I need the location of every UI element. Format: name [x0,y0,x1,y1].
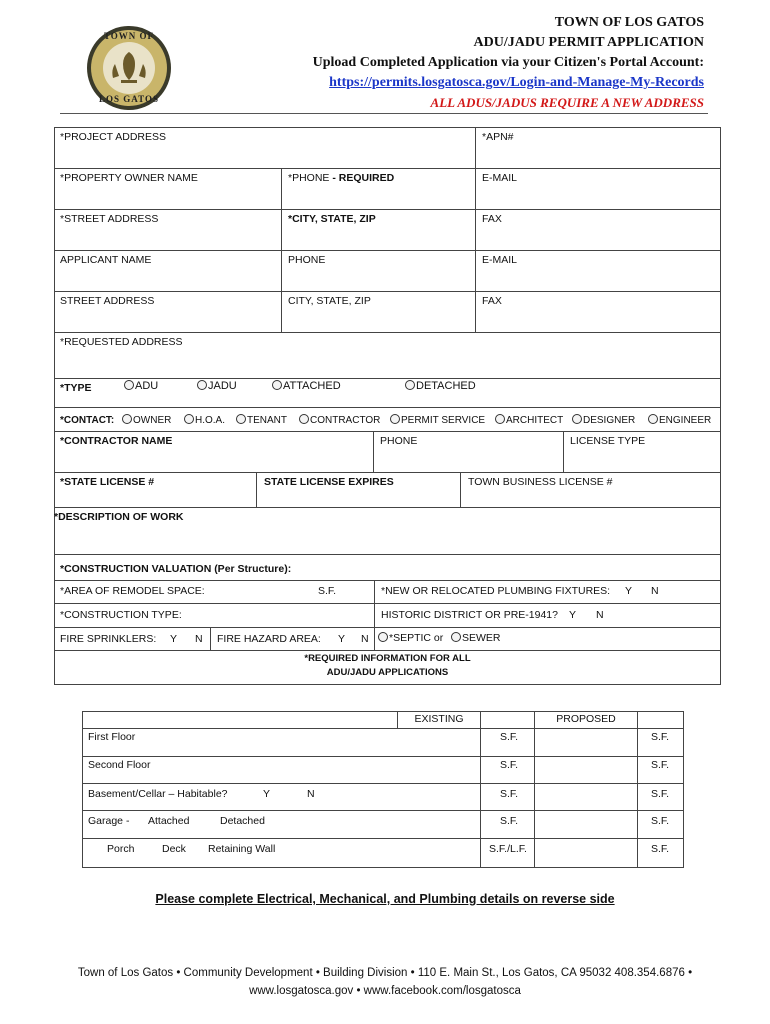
sf-unit: S.F. [500,788,519,800]
second-floor-label: Second Floor [88,759,151,771]
contact-option-architect[interactable] [495,414,563,426]
garage-label: Garage - [88,815,130,827]
proposed-header-label: PROPOSED [556,713,616,725]
radio-icon[interactable] [124,380,134,390]
description-of-work-label: *DESCRIPTION OF WORK [54,511,184,523]
state-license-expires-label: STATE LICENSE EXPIRES [264,476,394,488]
porch-label[interactable]: Porch [107,843,135,855]
plumbing-no[interactable]: N [651,585,659,597]
garage-detached[interactable]: Detached [220,815,265,827]
row-garage [82,810,481,839]
row-porch [82,838,481,868]
contact-option-label: ENGINEER [659,415,712,426]
first-floor-proposed[interactable] [534,728,638,757]
reverse-side-note: Please complete Electrical, Mechanical, and Plumbing details on reverse side [155,892,615,906]
radio-icon[interactable] [648,414,658,424]
type-option-detached[interactable] [405,380,476,392]
basement-yes[interactable]: Y [263,788,271,800]
header-gap-right [637,711,684,729]
basement-label: Basement/Cellar – Habitable? [88,788,228,800]
area-remodel-label: *AREA OF REMODEL SPACE: [60,585,205,597]
fire-hazard-no[interactable]: N [361,633,369,645]
deck-label[interactable]: Deck [162,843,186,855]
contact-option-contractor[interactable] [299,414,380,426]
header-gap [480,711,535,729]
license-type-label: LICENSE TYPE [570,435,646,447]
radio-icon[interactable] [184,414,194,424]
fire-hazard-label: FIRE HAZARD AREA: [217,633,321,645]
contact-option-designer[interactable] [572,414,635,426]
owner-city-label: *CITY, STATE, ZIP [288,213,376,225]
contact-option-label: ARCHITECT [506,415,564,426]
sf-unit: S.F. [500,815,519,827]
contact-option-label: DESIGNER [583,415,636,426]
sf-unit: S.F. [500,731,519,743]
contact-option-label: TENANT [247,415,287,426]
area-table-header-spacer [82,711,398,729]
seal-bottom-text: LOS GATOS [99,94,159,104]
town-business-license-label: TOWN BUSINESS LICENSE # [468,476,613,488]
radio-icon[interactable] [197,380,207,390]
seal-top-text: TOWN OF [103,31,155,41]
required-info-line1: *REQUIRED INFORMATION FOR ALL [304,653,471,664]
radio-icon[interactable] [495,414,505,424]
footer-contact-line: Town of Los Gatos • Community Development • Building Division • 110 E. Main St., Los Gatos, CA 95032 408.354.6876 • [77,967,693,979]
owner-street-label: *STREET ADDRESS [60,213,159,225]
fire-hazard-yes[interactable]: Y [338,633,346,645]
type-option-adu[interactable] [124,380,158,392]
retaining-wall-label[interactable]: Retaining Wall [208,843,276,855]
area-remodel-unit: S.F. [318,585,337,597]
sf-unit: S.F. [651,731,670,743]
row-first-floor [82,728,481,757]
requested-address-label: *REQUESTED ADDRESS [60,336,183,348]
historic-no[interactable]: N [596,609,604,621]
project-address-label: *PROJECT ADDRESS [60,131,166,143]
type-option-jadu[interactable] [197,380,237,392]
existing-header-label: EXISTING [414,713,464,725]
contact-option-label: H.O.A. [195,415,226,426]
sf-lf-unit: S.F./L.F. [489,843,527,855]
contractor-name-label: *CONTRACTOR NAME [60,435,173,447]
owner-fax-label: FAX [482,213,502,225]
upload-instruction: Upload Completed Application via your Citizen's Portal Account: [312,55,704,70]
garage-proposed[interactable] [534,810,638,839]
applicant-fax-label: FAX [482,295,502,307]
applicant-street-label: STREET ADDRESS [60,295,155,307]
address-requirement-note: ALL ADUS/JADUS REQUIRE A NEW ADDRESS [430,95,704,110]
contractor-phone-label: PHONE [380,435,418,447]
applicant-phone-label: PHONE [288,254,326,266]
form-title: ADU/JADU PERMIT APPLICATION [473,35,704,50]
radio-icon[interactable] [378,632,388,642]
basement-proposed[interactable] [534,783,638,811]
type-label: *TYPE [60,382,92,394]
sf-unit: S.F. [500,759,519,771]
owner-fax-field[interactable] [475,209,721,251]
garage-attached[interactable]: Attached [148,815,190,827]
owner-phone-label [288,172,394,184]
town-name: TOWN OF LOS GATOS [554,15,704,30]
contact-label: *CONTACT: [60,415,115,426]
owner-email-label: E-MAIL [482,172,518,184]
plumbing-fixtures-label: *NEW OR RELOCATED PLUMBING FIXTURES: [381,585,611,597]
type-option-label: DETACHED [416,380,476,392]
sewer-label: SEWER [462,632,501,644]
construction-valuation-label: *CONSTRUCTION VALUATION (Per Structure): [60,563,292,575]
state-license-label: *STATE LICENSE # [60,476,155,488]
historic-district-label: HISTORIC DISTRICT OR PRE-1941? [381,609,558,621]
porch-proposed[interactable] [534,838,638,868]
type-option-attached[interactable] [272,380,341,392]
septic-option[interactable] [378,632,443,644]
radio-icon[interactable] [122,414,132,424]
contact-option-label: OWNER [133,415,172,426]
applicant-city-label: CITY, STATE, ZIP [288,295,371,307]
sf-unit: S.F. [651,843,670,855]
radio-icon[interactable] [572,414,582,424]
apn-label: *APN# [482,131,514,143]
septic-label: *SEPTIC or [389,632,444,644]
owner-phone-label-required: - REQUIRED [329,172,395,184]
town-seal-logo [85,24,173,112]
contact-option-owner[interactable] [122,414,171,426]
contact-option-label: PERMIT SERVICE [401,415,486,426]
type-option-label: JADU [208,380,237,392]
sewer-option[interactable] [451,632,501,644]
contact-option-hoa[interactable] [184,414,225,426]
radio-icon[interactable] [236,414,246,424]
owner-name-label: *PROPERTY OWNER NAME [60,172,198,184]
portal-link[interactable]: https://permits.losgatosca.gov/Login-and-Manage-My-Records [329,75,704,90]
sf-unit: S.F. [651,788,670,800]
radio-icon[interactable] [451,632,461,642]
owner-phone-label-star: *PHONE [288,172,330,184]
type-option-label: ADU [135,380,159,392]
applicant-name-label: APPLICANT NAME [60,254,152,266]
construction-type-label: *CONSTRUCTION TYPE: [60,609,182,621]
type-option-label: ATTACHED [283,380,341,392]
required-info-line2: ADU/JADU APPLICATIONS [326,667,449,678]
contact-option-label: CONTRACTOR [310,415,381,426]
footer-web-line: www.losgatosca.gov • www.facebook.com/losgatosca [249,985,521,997]
contact-option-permit-service[interactable] [390,414,485,426]
fire-sprinklers-label: FIRE SPRINKLERS: [60,633,157,645]
radio-icon[interactable] [405,380,415,390]
plumbing-yes[interactable]: Y [625,585,633,597]
historic-yes[interactable]: Y [569,609,577,621]
radio-icon[interactable] [390,414,400,424]
contact-option-tenant[interactable] [236,414,287,426]
sf-unit: S.F. [651,815,670,827]
contact-option-engineer[interactable] [648,414,711,426]
applicant-email-label: E-MAIL [482,254,518,266]
radio-icon[interactable] [299,414,309,424]
sf-unit: S.F. [651,759,670,771]
radio-icon[interactable] [272,380,282,390]
fire-sprinklers-no[interactable]: N [195,633,203,645]
first-floor-label: First Floor [88,731,136,743]
header-rule [60,113,708,114]
basement-no[interactable]: N [307,788,315,800]
applicant-fax-field[interactable] [475,291,721,333]
second-floor-proposed[interactable] [534,756,638,784]
fire-sprinklers-yes[interactable]: Y [170,633,178,645]
